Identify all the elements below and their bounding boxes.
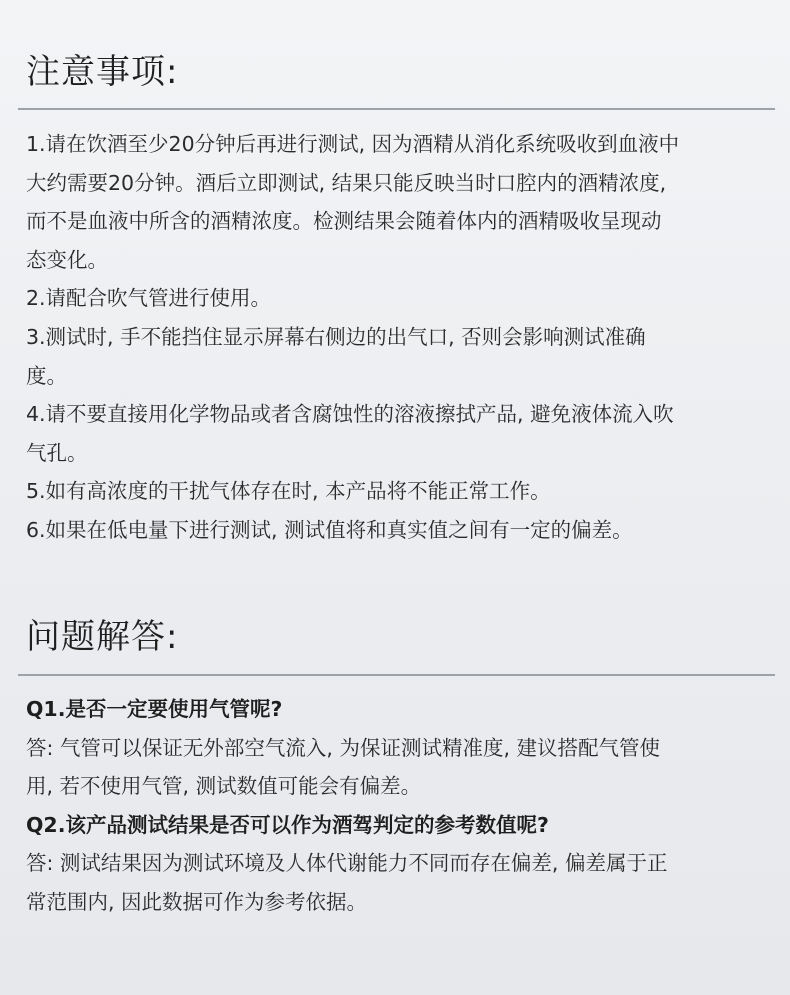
faq-body [26,690,771,922]
notes-line: 气孔。 [26,440,88,465]
notes-line: 度。 [26,363,67,388]
faq-divider [18,674,775,676]
faq-title: 问题解答: [26,617,179,657]
faq-question: Q2.该产品测试结果是否可以作为酒驾判定的参考数值呢? [26,812,549,837]
faq-answer-line: 用, 若不使用气管, 测试数值可能会有偏差。 [26,774,422,799]
notes-line: 1.请在饮酒至少20分钟后再进行测试, 因为酒精从消化系统吸收到血液中 [26,132,680,156]
faq-question: Q1.是否一定要使用气管呢? [26,697,283,721]
notes-line: 5.如有高浓度的干扰气体存在时, 本产品将不能正常工作。 [26,479,551,504]
notes-line: 而不是血液中所含的酒精浓度。检测结果会随着体内的酒精吸收呈现动 [26,209,662,234]
notes-body [26,125,771,550]
notes-line: 4.请不要直接用化学物品或者含腐蚀性的溶液擦拭产品, 避免液体流入吹 [26,402,674,427]
faq-answer-line: 答: 气管可以保证无外部空气流入, 为保证测试精准度, 建议搭配气管使 [26,735,660,760]
notes-title: 注意事项: [26,52,179,92]
notes-line: 3.测试时, 手不能挡住显示屏幕右侧边的出气口, 否则会影响测试准确 [26,324,646,349]
faq-answer-line: 答: 测试结果因为测试环境及人体代谢能力不同而存在偏差, 偏差属于正 [26,851,668,876]
notes-line: 2.请配合吹气管进行使用。 [26,286,272,311]
notes-divider [18,108,775,110]
faq-answer-line: 常范围内, 因此数据可作为参考依据。 [26,889,368,914]
notes-line: 大约需要20分钟。酒后立即测试, 结果只能反映当时口腔内的酒精浓度, [26,170,667,195]
notes-line: 6.如果在低电量下进行测试, 测试值将和真实值之间有一定的偏差。 [26,517,633,542]
notes-line: 态变化。 [26,247,108,272]
